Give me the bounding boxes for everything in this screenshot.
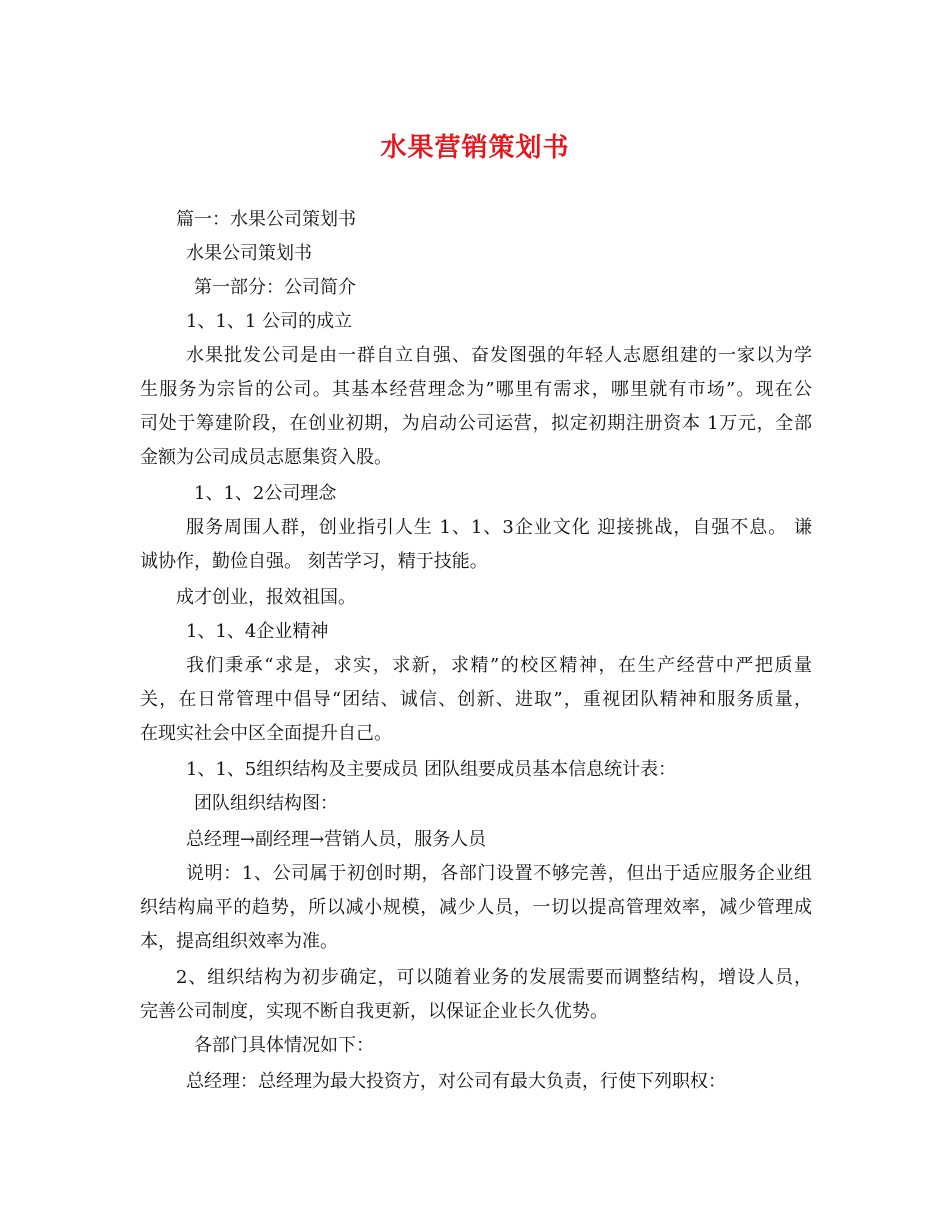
- paragraph-line: 织结构扁平的趋势，所以减小规模，减少人员，一切以提高管理效率，减少管理成: [140, 897, 812, 918]
- paragraph-line: 各部门具体情况如下：: [194, 1035, 374, 1056]
- paragraph-line: 说明：1、公司属于初创时期，各部门设置不够完善，但出于适应服务企业组: [186, 863, 812, 884]
- paragraph-line: 金额为公司成员志愿集资入股。: [140, 447, 392, 468]
- subsection-heading: 1、1、2公司理念: [194, 483, 337, 504]
- paragraph-line: 完善公司制度，实现不断自我更新，以保证企业长久优势。: [140, 1001, 608, 1022]
- section-heading: 第一部分：公司简介: [194, 277, 356, 298]
- paragraph-line: 在现实社会中区全面提升自己。: [140, 723, 392, 744]
- paragraph-line: 团队组织结构图：: [194, 793, 338, 814]
- subsection-heading: 1、1、1 公司的成立: [186, 311, 353, 332]
- paragraph-line: 总经理→副经理→营销人员，服务人员: [186, 829, 487, 850]
- paragraph-line: 关，在日常管理中倡导“团结、诚信、创新、进取”，重视团队精神和服务质量，: [140, 689, 812, 710]
- paragraph-line: 成才创业，报效祖国。: [176, 587, 356, 608]
- document-title: 水果营销策划书: [380, 133, 570, 163]
- subtitle-line: 水果公司策划书: [186, 243, 312, 264]
- paragraph-line: 生服务为宗旨的公司。其基本经营理念为”哪里有需求，哪里就有市场”。现在公: [140, 379, 812, 400]
- paragraph-line: 司处于筹建阶段，在创业初期，为启动公司运营，拟定初期注册资本 1万元，全部: [140, 413, 812, 434]
- chapter-heading: 篇一：水果公司策划书: [176, 209, 356, 230]
- paragraph-line: 我们秉承“求是，求实，求新，求精”的校区精神，在生产经营中严把质量: [186, 655, 812, 676]
- paragraph-line: 水果批发公司是由一群自立自强、奋发图强的年轻人志愿组建的一家以为学: [186, 345, 812, 366]
- paragraph-line: 诚协作，勤俭自强。 刻苦学习，精于技能。: [140, 551, 488, 572]
- paragraph-line: 服务周围人群，创业指引人生 1、1、3企业文化 迎接挑战，自强不息。 谦: [186, 517, 812, 538]
- paragraph-line: 2、组织结构为初步确定，可以随着业务的发展需要而调整结构，增设人员，: [176, 967, 812, 988]
- subsection-heading: 1、1、4企业精神: [186, 621, 329, 642]
- paragraph-line: 总经理：总经理为最大投资方，对公司有最大负责，行使下列职权：: [186, 1071, 726, 1092]
- subsection-heading: 1、1、5组织结构及主要成员 团队组要成员基本信息统计表：: [186, 759, 677, 780]
- paragraph-line: 本，提高组织效率为准。: [140, 931, 338, 952]
